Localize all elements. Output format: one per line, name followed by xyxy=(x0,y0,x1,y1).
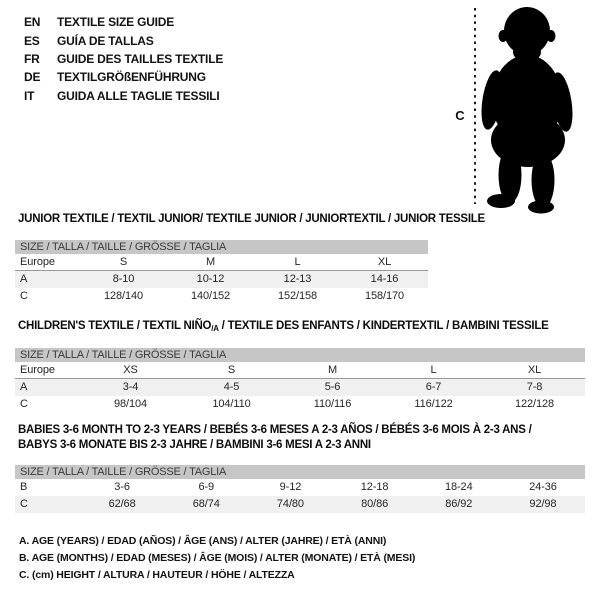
value-cell: 4-5 xyxy=(223,381,240,393)
value-cell: 158/170 xyxy=(364,290,405,302)
babies-table-title xyxy=(18,423,532,453)
row-label: Europe xyxy=(20,364,55,376)
size-header-bar: SIZE / TALLA / TAILLE / GRÖSSE / TAGLIA xyxy=(15,240,428,254)
value-cell: 9-12 xyxy=(279,481,302,493)
size-cell: XL xyxy=(527,364,542,376)
value-cell: 8-10 xyxy=(112,273,135,285)
row-label: B xyxy=(20,481,28,493)
children-table-title xyxy=(18,320,549,333)
table-row-age xyxy=(15,379,585,396)
babies-size-table xyxy=(15,465,585,513)
language-row-en xyxy=(24,13,223,31)
table-row-months xyxy=(15,479,585,496)
value-cell: 116/122 xyxy=(414,398,453,410)
children-size-table xyxy=(15,348,585,413)
language-title: GUÍA DE TALLAS xyxy=(57,33,154,48)
value-cell: 86/92 xyxy=(445,498,473,510)
row-label: A xyxy=(20,381,28,393)
value-cell: 5-6 xyxy=(324,381,341,393)
legend-line-b: B. AGE (MONTHS) / EDAD (MESES) / ÂGE (MOIS) / ALTER (MONATE) / ETÀ (MESI) xyxy=(19,552,416,564)
language-row-it xyxy=(24,87,223,105)
language-code: EN xyxy=(24,15,41,30)
value-cell: 10-12 xyxy=(196,273,225,285)
table-row-age xyxy=(15,271,428,288)
legend xyxy=(19,533,415,584)
language-code: FR xyxy=(24,51,40,66)
table-row-europe xyxy=(15,254,428,271)
row-label: C xyxy=(20,498,28,510)
row-label: C xyxy=(20,290,28,302)
legend-line-a: A. AGE (YEARS) / EDAD (AÑOS) / ÂGE (ANS) / ALTER (JAHRE) / ETÀ (ANNI) xyxy=(19,535,387,547)
value-cell: 68/74 xyxy=(192,498,220,510)
babies-title-line1: BABIES 3-6 MONTH TO 2-3 YEARS / BEBÉS 3-6 MESES A 2-3 AÑOS / BÉBÉS 3-6 MOIS À 2-3 ANS / xyxy=(18,424,532,436)
value-cell: 3-4 xyxy=(122,381,139,393)
size-header-bar: SIZE / TALLA / TAILLE / GRÖSSE / TAGLIA xyxy=(15,348,585,362)
size-cell: XL xyxy=(377,256,392,268)
value-cell: 7-8 xyxy=(526,381,543,393)
value-cell: 74/80 xyxy=(276,498,304,510)
table-row-height xyxy=(15,396,585,413)
language-code: DE xyxy=(24,70,41,85)
language-title: GUIDE DES TAILLES TEXTILE xyxy=(57,51,224,66)
size-cell: M xyxy=(327,364,338,376)
value-cell: 62/68 xyxy=(108,498,136,510)
size-cell: S xyxy=(119,256,128,268)
language-code: ES xyxy=(24,33,40,48)
junior-table-title: JUNIOR TEXTILE / TEXTIL JUNIOR/ TEXTILE JUNIOR / JUNIORTEXTIL / JUNIOR TESSILE xyxy=(18,213,485,225)
value-cell: 12-18 xyxy=(360,481,389,493)
value-cell: 140/152 xyxy=(190,290,231,302)
junior-size-table xyxy=(15,240,428,305)
size-cell: L xyxy=(294,256,301,268)
value-cell: 12-13 xyxy=(283,273,312,285)
value-cell: 122/128 xyxy=(514,398,555,410)
size-cell: S xyxy=(227,364,236,376)
value-cell: 98/104 xyxy=(113,398,148,410)
baby-silhouette xyxy=(478,7,576,214)
size-header-bar: SIZE / TALLA / TAILLE / GRÖSSE / TAGLIA xyxy=(15,465,585,479)
value-cell: 6-9 xyxy=(198,481,215,493)
legend-line-c: C. (cm) HEIGHT / ALTURA / HAUTEUR / HÖHE / ALTEZZA xyxy=(19,569,295,581)
row-label: Europe xyxy=(20,256,55,268)
language-title: TEXTILGRÖßENFÜHRUNG xyxy=(57,70,206,85)
value-cell: 18-24 xyxy=(444,481,473,493)
size-cell: M xyxy=(205,256,216,268)
value-cell: 128/140 xyxy=(103,290,144,302)
value-cell: 104/110 xyxy=(212,398,251,410)
size-cell: L xyxy=(430,364,437,376)
value-cell: 6-7 xyxy=(425,381,442,393)
children-title-sub: /A xyxy=(211,324,219,333)
size-cell: XS xyxy=(123,364,138,376)
row-label: A xyxy=(20,273,28,285)
value-cell: 80/86 xyxy=(361,498,389,510)
language-title-list xyxy=(24,13,223,105)
language-code: IT xyxy=(24,88,35,103)
height-measure-label: C xyxy=(455,108,465,123)
language-row-de xyxy=(24,68,223,86)
language-row-fr xyxy=(24,50,223,68)
table-row-europe xyxy=(15,362,585,379)
value-cell: 152/158 xyxy=(277,290,318,302)
value-cell: 14-16 xyxy=(370,273,399,285)
babies-title-line2: BABYS 3-6 MONATE BIS 2-3 JAHRE / BAMBINI 3-6 MESI A 2-3 ANNI xyxy=(18,439,371,451)
value-cell: 3-6 xyxy=(114,481,130,493)
baby-height-figure xyxy=(440,0,600,214)
row-label: C xyxy=(20,398,28,410)
children-title-pre: CHILDREN'S TEXTILE / TEXTIL NIÑO xyxy=(18,320,212,332)
children-title-post: / TEXTILE DES ENFANTS / KINDERTEXTIL / BAMBINI TESSILE xyxy=(218,320,549,332)
value-cell: 92/98 xyxy=(529,498,557,510)
language-title: GUIDA ALLE TAGLIE TESSILI xyxy=(57,88,220,103)
value-cell: 110/116 xyxy=(313,398,352,410)
language-row-es xyxy=(24,31,223,49)
value-cell: 24-36 xyxy=(529,481,557,493)
table-row-height xyxy=(15,288,428,305)
table-row-height xyxy=(15,496,585,513)
language-title: TEXTILE SIZE GUIDE xyxy=(57,15,175,30)
